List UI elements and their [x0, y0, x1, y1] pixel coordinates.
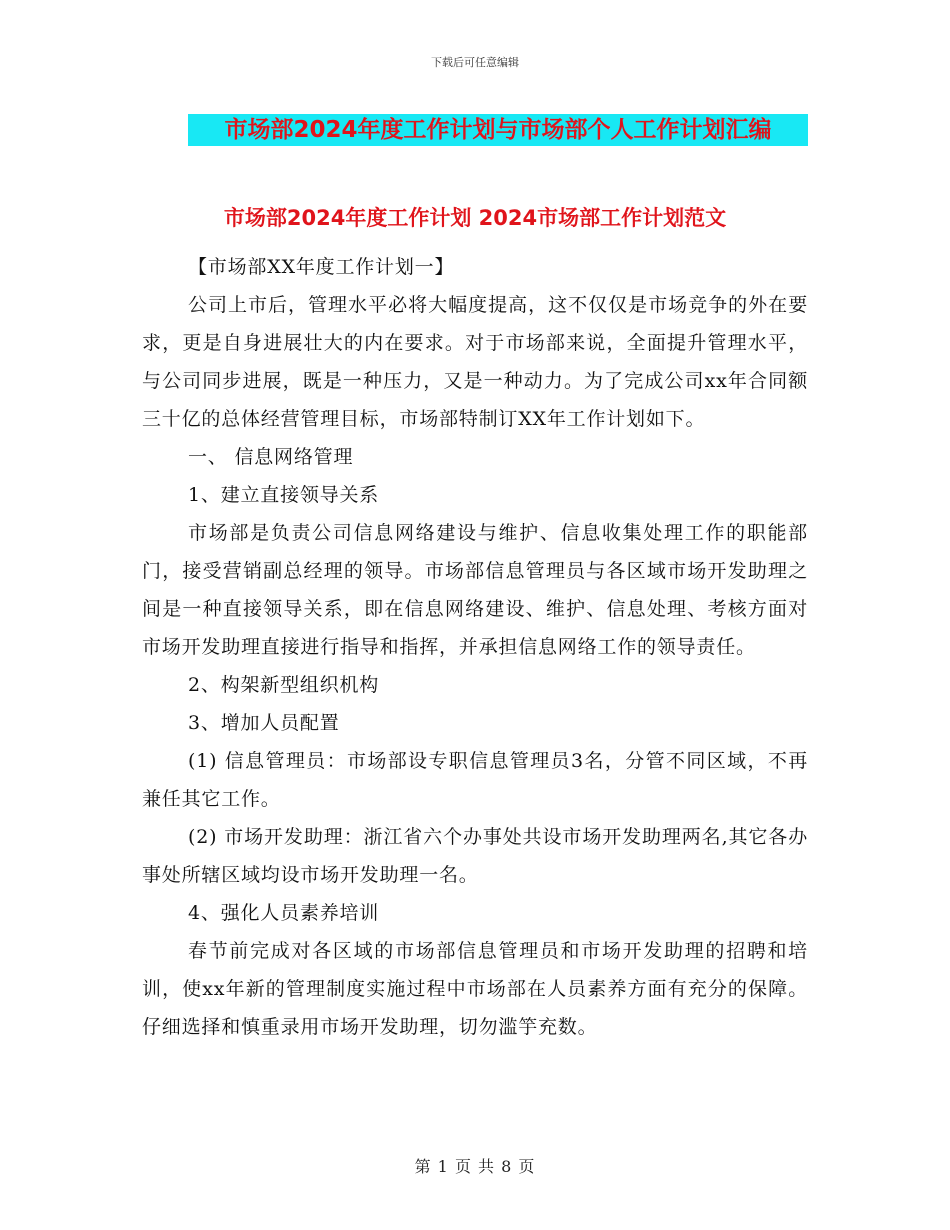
plan-heading: 【市场部XX年度工作计划一】 — [188, 256, 455, 278]
subheading-leadership: 1、建立直接领导关系 — [188, 484, 380, 506]
subheading-organization: 2、构架新型组织机构 — [188, 674, 380, 696]
section-title: 市场部2024年度工作计划 2024市场部工作计划范文 — [223, 206, 727, 230]
header-note: 下载后可任意编辑 — [431, 56, 519, 69]
body-paragraph: 公司上市后，管理水平必将大幅度提高，这不仅仅是市场竞争的外在要求，更是自身进展壮大的内在要求。对于市场部来说，全面提升管理水平，与公司同步进展，既是一种压力，又是一种动力。为了完成公司xx年合同额三十亿的总体经营管理目标，市场部特制订XX年工作计划如下。 — [142, 294, 808, 430]
body-paragraph: 春节前完成对各区域的市场部信息管理员和市场开发助理的招聘和培训，使xx年新的管理制度实施过程中市场部在人员素养方面有充分的保障。仔细选择和慎重录用市场开发助理，切勿滥竽充数。 — [142, 940, 808, 1038]
subheading-training: 4、强化人员素养培训 — [188, 902, 380, 924]
document-main-title: 市场部2024年度工作计划与市场部个人工作计划汇编 — [188, 114, 808, 146]
document-body — [142, 248, 808, 1046]
body-paragraph: 市场部是负责公司信息网络建设与维护、信息收集处理工作的职能部门，接受营销副总经理的领导。市场部信息管理员与各区域市场开发助理之间是一种直接领导关系，即在信息网络建设、维护、信息处理、考核方面对市场开发助理直接进行指导和指挥，并承担信息网络工作的领导责任。 — [142, 522, 808, 658]
section-heading-info-network: 一、 信息网络管理 — [188, 446, 354, 468]
list-item-info-manager: (1) 信息管理员：市场部设专职信息管理员3名，分管不同区域，不再兼任其它工作。 — [142, 750, 808, 810]
subheading-staffing: 3、增加人员配置 — [188, 712, 340, 734]
page-number-footer: 第 1 页 共 8 页 — [414, 1157, 536, 1176]
list-item-market-assistant: (2) 市场开发助理：浙江省六个办事处共设市场开发助理两名,其它各办事处所辖区域均设市场开发助理一名。 — [142, 826, 808, 886]
